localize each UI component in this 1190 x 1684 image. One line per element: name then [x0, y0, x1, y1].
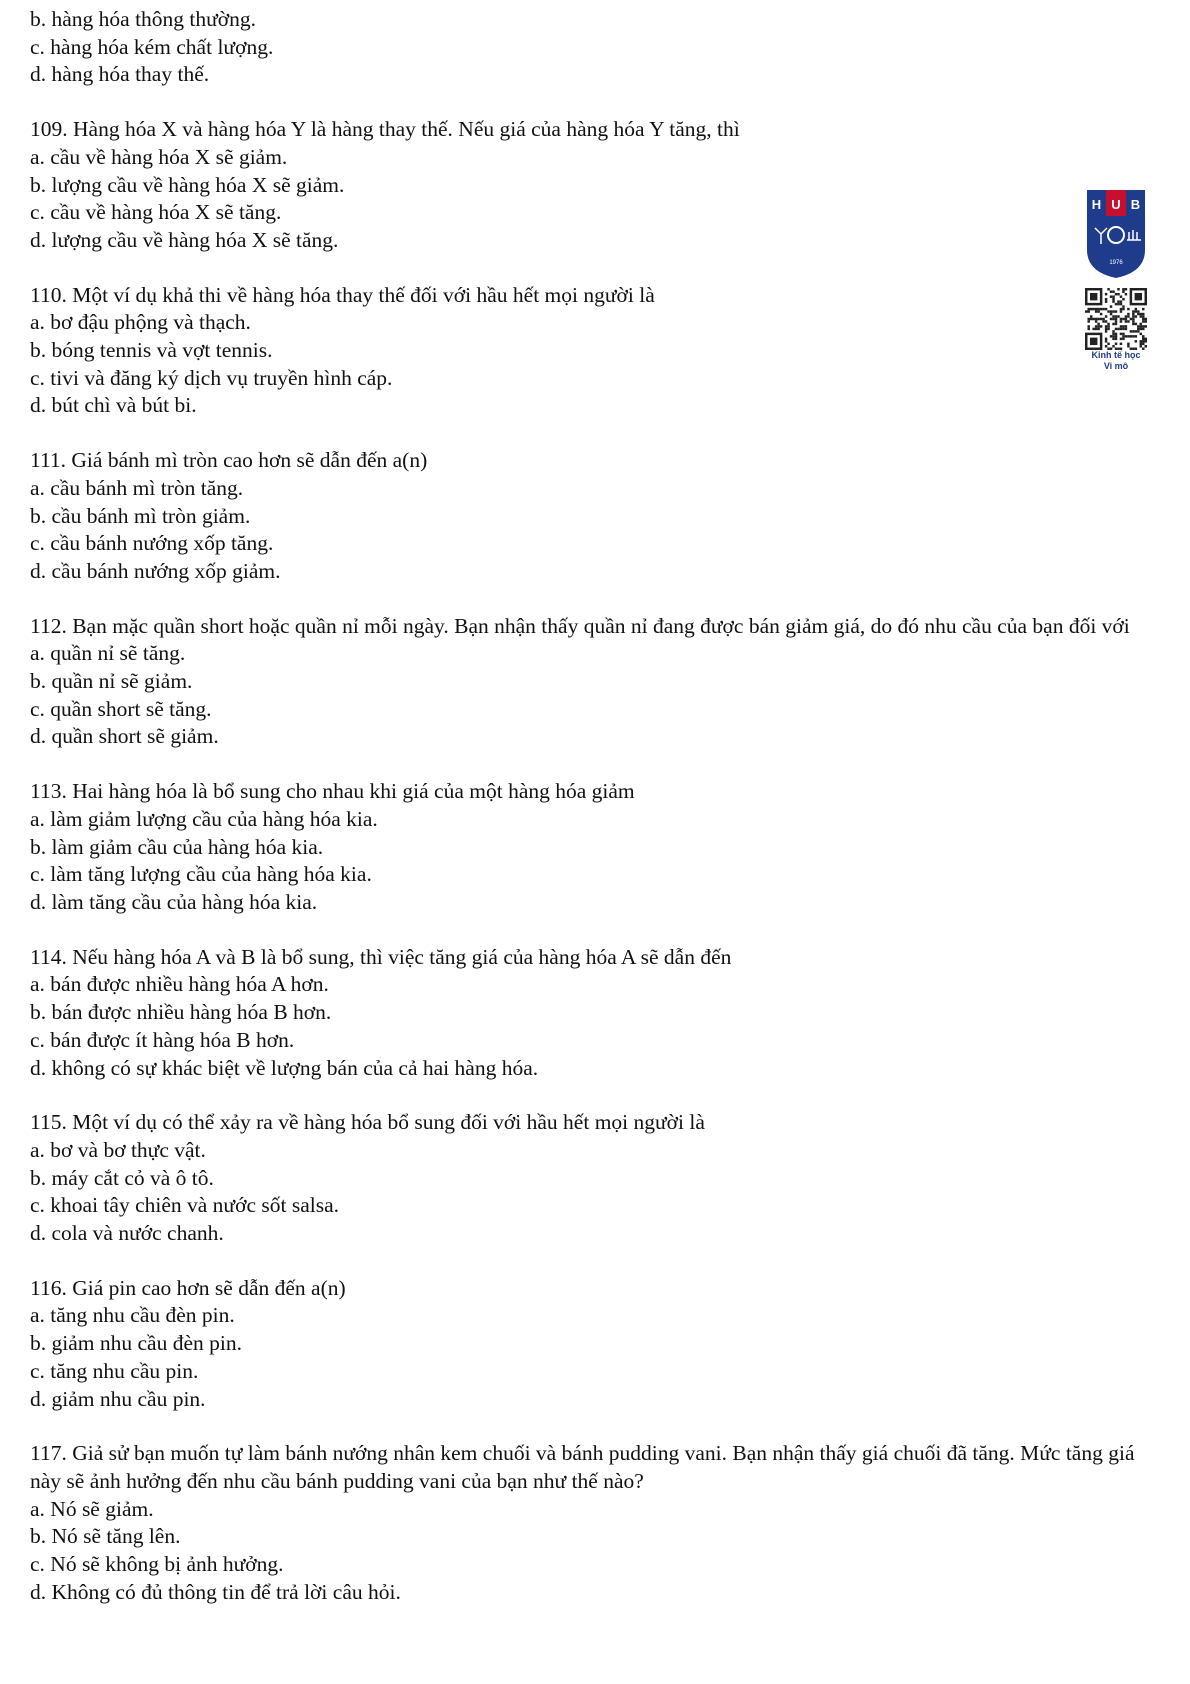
answer-option: a. quần nỉ sẽ tăng. — [30, 641, 186, 666]
answer-option: c. tivi và đăng ký dịch vụ truyền hình cáp. — [30, 365, 393, 390]
answer-option: c. tăng nhu cầu pin. — [30, 1358, 199, 1383]
answer-option: b. quần nỉ sẽ giảm. — [30, 669, 193, 694]
answer-option: a. bơ đậu phộng và thạch. — [30, 310, 251, 335]
question-block — [30, 1275, 1170, 1414]
question-block — [30, 282, 1170, 421]
answer-option: b. cầu bánh mì tròn giảm. — [30, 503, 251, 528]
answer-option: c. cầu về hàng hóa X sẽ tăng. — [30, 200, 282, 225]
question-stem: 110. Một ví dụ khả thi về hàng hóa thay thế đối với hầu hết mọi người là — [30, 282, 655, 307]
answer-option: c. làm tăng lượng cầu của hàng hóa kia. — [30, 862, 372, 887]
answer-option: a. tăng nhu cầu đèn pin. — [30, 1303, 235, 1328]
answer-option: d. cầu bánh nướng xốp giảm. — [30, 558, 281, 583]
logo-letter-b: B — [1130, 197, 1141, 212]
question-stem: 116. Giá pin cao hơn sẽ dẫn đến a(n) — [30, 1275, 346, 1300]
answer-option: d. lượng cầu về hàng hóa X sẽ tăng. — [30, 227, 339, 252]
document-body — [30, 6, 1170, 1633]
answer-option: a. làm giảm lượng cầu của hàng hóa kia. — [30, 806, 378, 831]
answer-option: b. lượng cầu về hàng hóa X sẽ giảm. — [30, 172, 345, 197]
option: b. hàng hóa thông thường. — [30, 7, 257, 31]
question-block — [30, 778, 1170, 917]
question-stem: 111. Giá bánh mì tròn cao hơn sẽ dẫn đến a(n) — [30, 448, 428, 473]
answer-option: a. cầu bánh mì tròn tăng. — [30, 475, 244, 500]
qr-code-icon — [1085, 288, 1147, 350]
question-list — [30, 116, 1170, 1606]
question-block — [30, 944, 1170, 1083]
answer-option: b. máy cắt cỏ và ô tô. — [30, 1165, 214, 1190]
answer-option: d. làm tăng cầu của hàng hóa kia. — [30, 889, 318, 914]
answer-option: b. Nó sẽ tăng lên. — [30, 1524, 181, 1549]
logo-year: 1976 — [1109, 260, 1123, 266]
answer-option: d. quần short sẽ giảm. — [30, 724, 219, 749]
question-block — [30, 1109, 1170, 1248]
question-stem: 115. Một ví dụ có thể xảy ra về hàng hóa bổ sung đối với hầu hết mọi người là — [30, 1110, 705, 1135]
answer-option: d. cola và nước chanh. — [30, 1221, 224, 1246]
answer-option: c. khoai tây chiên và nước sốt salsa. — [30, 1193, 339, 1218]
answer-option: d. bút chì và bút bi. — [30, 393, 197, 418]
answer-option: a. bán được nhiều hàng hóa A hơn. — [30, 972, 329, 997]
answer-option: c. quần short sẽ tăng. — [30, 696, 212, 721]
question-stem: 109. Hàng hóa X và hàng hóa Y là hàng thay thế. Nếu giá của hàng hóa Y tăng, thì — [30, 117, 740, 142]
question-block — [30, 613, 1170, 752]
answer-option: a. bơ và bơ thực vật. — [30, 1137, 206, 1162]
answer-option: b. giảm nhu cầu đèn pin. — [30, 1331, 242, 1356]
answer-option: b. bóng tennis và vợt tennis. — [30, 338, 273, 363]
logo-caption-line2: Vi mô — [1103, 361, 1129, 371]
question-block — [30, 116, 1170, 255]
option: d. hàng hóa thay thế. — [30, 62, 210, 87]
answer-option: c. Nó sẽ không bị ảnh hưởng. — [30, 1552, 284, 1577]
answer-option: b. làm giảm cầu của hàng hóa kia. — [30, 834, 324, 859]
hub-shield-icon — [1085, 188, 1147, 280]
answer-option: a. Nó sẽ giảm. — [30, 1496, 154, 1521]
option: c. hàng hóa kém chất lượng. — [30, 34, 274, 59]
question-stem: 112. Bạn mặc quần short hoặc quần nỉ mỗi ngày. Bạn nhận thấy quần nỉ đang được bán giảm giá, do đó nhu cầu của bạn đối với — [30, 613, 1130, 638]
question-stem: 114. Nếu hàng hóa A và B là bổ sung, thì việc tăng giá của hàng hóa A sẽ dẫn đến — [30, 944, 732, 969]
answer-option: d. Không có đủ thông tin để trả lời câu hỏi. — [30, 1579, 401, 1604]
answer-option: d. giảm nhu cầu pin. — [30, 1386, 206, 1411]
answer-option: d. không có sự khác biệt về lượng bán của cả hai hàng hóa. — [30, 1055, 539, 1080]
answer-option: b. bán được nhiều hàng hóa B hơn. — [30, 1000, 332, 1025]
answer-option: a. cầu về hàng hóa X sẽ giảm. — [30, 144, 288, 169]
logo-letter-h: H — [1091, 197, 1102, 212]
question-stem: 117. Giả sử bạn muốn tự làm bánh nướng nhân kem chuối và bánh pudding vani. Bạn nhận thấy giá chuối đã tăng. Mức tăng giá này sẽ ảnh hưởng đến nhu cầu bánh pudding vani của bạn như thế nào? — [30, 1441, 1135, 1493]
question-block — [30, 447, 1170, 586]
answer-option: c. bán được ít hàng hóa B hơn. — [30, 1027, 295, 1052]
top-options — [30, 6, 1170, 89]
logo-letter-u: U — [1111, 197, 1121, 212]
answer-option: c. cầu bánh nướng xốp tăng. — [30, 531, 274, 556]
question-block — [30, 1440, 1170, 1606]
logo-caption-line1: Kinh tế học — [1091, 350, 1141, 360]
question-stem: 113. Hai hàng hóa là bổ sung cho nhau khi giá của một hàng hóa giảm — [30, 779, 635, 804]
hub-logo — [1085, 188, 1147, 372]
